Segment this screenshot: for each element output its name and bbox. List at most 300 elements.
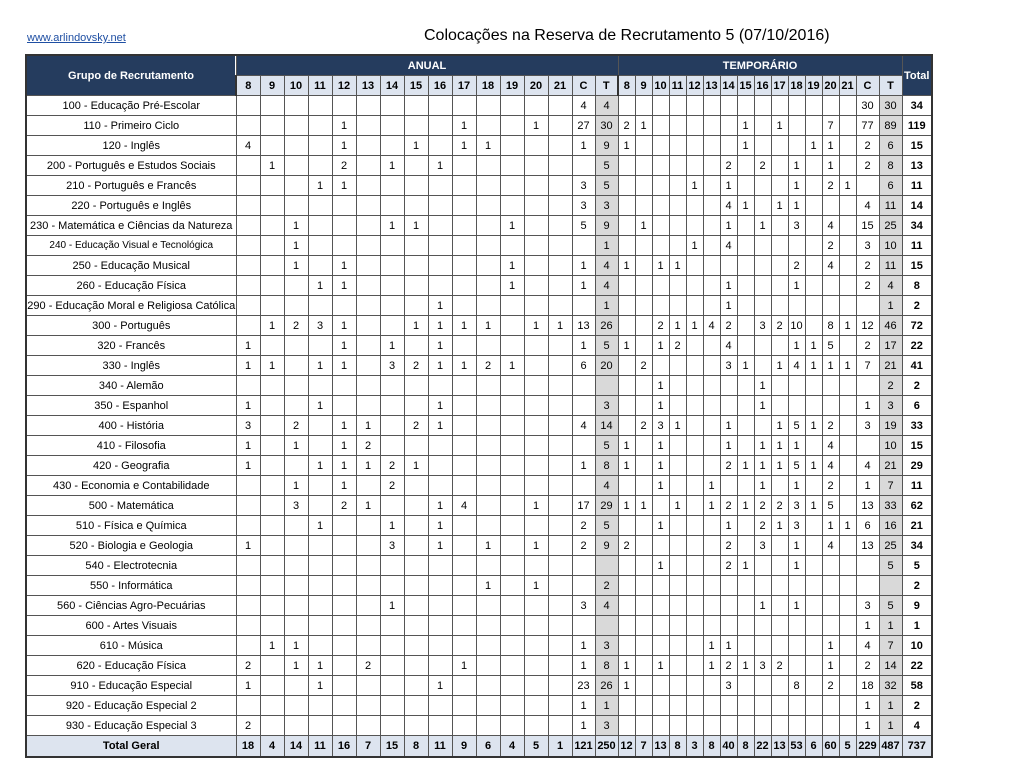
temporario-cell — [788, 616, 805, 636]
temporario-cell — [635, 276, 652, 296]
total-row — [26, 736, 932, 758]
anual-cell: 1 — [332, 336, 356, 356]
anual-cell — [260, 656, 284, 676]
temporario-cell — [686, 456, 703, 476]
temporario-cell — [805, 96, 822, 116]
anual-cell — [260, 396, 284, 416]
anual-cell — [332, 216, 356, 236]
anual-cell — [308, 536, 332, 556]
temporario-cell: 1 — [652, 336, 669, 356]
anual-cell: 1 — [524, 576, 548, 596]
temporario-cell: 1 — [618, 656, 635, 676]
anual-cell — [572, 576, 595, 596]
row-total: 2 — [902, 376, 932, 396]
temporario-cell — [839, 276, 856, 296]
temporario-cell: 1 — [618, 496, 635, 516]
temporario-cell: 3 — [856, 416, 879, 436]
anual-cell — [380, 376, 404, 396]
anual-cell — [284, 696, 308, 716]
group-label: 910 - Educação Especial — [26, 676, 236, 696]
group-label: 930 - Educação Especial 3 — [26, 716, 236, 736]
anual-cell — [308, 636, 332, 656]
anual-cell: 2 — [380, 476, 404, 496]
temporario-cell — [839, 656, 856, 676]
anual-cell — [500, 296, 524, 316]
temporario-cell — [635, 336, 652, 356]
anual-cell — [404, 176, 428, 196]
temporario-col-header: T — [879, 76, 902, 96]
anual-cell: 1 — [572, 636, 595, 656]
temporario-cell — [754, 696, 771, 716]
anual-cell — [380, 716, 404, 736]
anual-cell — [404, 516, 428, 536]
table-row — [26, 596, 932, 616]
temporario-cell: 1 — [618, 676, 635, 696]
anual-cell — [572, 556, 595, 576]
temporario-cell — [669, 436, 686, 456]
temporario-cell: 1 — [771, 196, 788, 216]
temporario-cell — [805, 636, 822, 656]
anual-total-cell: 250 — [595, 736, 618, 758]
temporario-cell: 14 — [879, 656, 902, 676]
temporario-cell — [720, 476, 737, 496]
anual-cell — [524, 396, 548, 416]
temporario-cell — [737, 236, 754, 256]
anual-cell — [404, 616, 428, 636]
anual-cell — [452, 436, 476, 456]
anual-cell: 2 — [356, 436, 380, 456]
anual-cell — [476, 176, 500, 196]
temporario-col-header: 9 — [635, 76, 652, 96]
anual-cell — [524, 296, 548, 316]
temporario-cell: 1 — [737, 456, 754, 476]
temporario-cell: 1 — [754, 476, 771, 496]
temporario-cell: 1 — [652, 376, 669, 396]
anual-cell: 3 — [595, 716, 618, 736]
anual-cell: 5 — [595, 176, 618, 196]
temporario-total-cell: 5 — [839, 736, 856, 758]
temporario-cell: 1 — [635, 216, 652, 236]
anual-cell — [452, 476, 476, 496]
anual-cell: 1 — [428, 676, 452, 696]
row-total: 34 — [902, 96, 932, 116]
temporario-cell — [720, 136, 737, 156]
temporario-cell — [856, 376, 879, 396]
row-total: 6 — [902, 396, 932, 416]
anual-cell — [236, 556, 260, 576]
temporario-cell — [618, 556, 635, 576]
anual-cell — [404, 96, 428, 116]
anual-total-cell: 14 — [284, 736, 308, 758]
temporario-cell — [737, 516, 754, 536]
group-label: 200 - Português e Estudos Sociais — [26, 156, 236, 176]
anual-cell — [595, 556, 618, 576]
anual-cell — [500, 536, 524, 556]
anual-cell — [548, 256, 572, 276]
anual-cell — [548, 576, 572, 596]
anual-cell — [308, 256, 332, 276]
temporario-cell — [754, 116, 771, 136]
group-label: 600 - Artes Visuais — [26, 616, 236, 636]
anual-cell: 1 — [308, 176, 332, 196]
anual-cell — [308, 696, 332, 716]
anual-cell: 4 — [595, 96, 618, 116]
temporario-cell — [754, 276, 771, 296]
anual-cell — [428, 376, 452, 396]
anual-cell: 1 — [572, 256, 595, 276]
temporario-cell: 19 — [879, 416, 902, 436]
anual-cell — [548, 696, 572, 716]
temporario-cell — [686, 156, 703, 176]
temporario-total-cell: 229 — [856, 736, 879, 758]
group-column-header: Grupo de Recrutamento — [26, 55, 236, 96]
temporario-cell — [839, 216, 856, 236]
table-row — [26, 96, 932, 116]
group-label: 260 - Educação Física — [26, 276, 236, 296]
anual-cell: 1 — [404, 456, 428, 476]
anual-cell — [404, 196, 428, 216]
temporario-cell — [686, 396, 703, 416]
temporario-cell: 2 — [822, 676, 839, 696]
temporario-cell: 1 — [839, 356, 856, 376]
temporario-cell — [856, 556, 879, 576]
anual-cell: 1 — [428, 316, 452, 336]
anual-col-header: 13 — [356, 76, 380, 96]
anual-cell: 17 — [572, 496, 595, 516]
anual-cell: 1 — [284, 436, 308, 456]
anual-cell — [332, 296, 356, 316]
temporario-cell — [788, 656, 805, 676]
anual-cell: 1 — [452, 316, 476, 336]
anual-cell — [500, 196, 524, 216]
temporario-cell — [669, 196, 686, 216]
anual-cell: 1 — [595, 696, 618, 716]
temporario-cell — [652, 636, 669, 656]
temporario-cell — [822, 296, 839, 316]
anual-cell: 1 — [332, 416, 356, 436]
temporario-cell — [686, 116, 703, 136]
table-row — [26, 136, 932, 156]
temporario-col-header: 13 — [703, 76, 720, 96]
temporario-cell: 1 — [618, 436, 635, 456]
temporario-cell — [788, 636, 805, 656]
temporario-cell: 3 — [856, 596, 879, 616]
group-label: 500 - Matemática — [26, 496, 236, 516]
anual-cell: 5 — [595, 336, 618, 356]
anual-header: ANUAL — [236, 55, 618, 76]
anual-cell — [356, 516, 380, 536]
anual-col-header: 8 — [236, 76, 260, 96]
temporario-cell — [618, 516, 635, 536]
anual-cell: 1 — [356, 416, 380, 436]
temporario-cell — [788, 716, 805, 736]
anual-cell — [308, 556, 332, 576]
anual-cell — [500, 236, 524, 256]
anual-cell: 1 — [284, 476, 308, 496]
temporario-cell — [618, 716, 635, 736]
temporario-cell: 1 — [839, 516, 856, 536]
temporario-cell — [686, 276, 703, 296]
anual-cell — [476, 496, 500, 516]
temporario-cell: 46 — [879, 316, 902, 336]
temporario-cell — [737, 696, 754, 716]
anual-cell — [308, 296, 332, 316]
anual-cell — [260, 596, 284, 616]
table-row — [26, 416, 932, 436]
temporario-cell: 2 — [856, 336, 879, 356]
anual-cell — [404, 376, 428, 396]
anual-cell: 3 — [308, 316, 332, 336]
anual-cell: 1 — [548, 316, 572, 336]
anual-cell — [428, 236, 452, 256]
anual-total-cell: 11 — [308, 736, 332, 758]
temporario-cell — [703, 156, 720, 176]
anual-cell — [284, 676, 308, 696]
temporario-cell — [635, 136, 652, 156]
anual-cell — [332, 696, 356, 716]
anual-col-header: 21 — [548, 76, 572, 96]
site-link[interactable]: www.arlindovsky.net — [27, 32, 126, 44]
anual-cell — [404, 396, 428, 416]
anual-cell: 1 — [476, 136, 500, 156]
temporario-cell: 4 — [720, 236, 737, 256]
anual-cell: 1 — [524, 316, 548, 336]
temporario-cell — [669, 236, 686, 256]
table-row — [26, 676, 932, 696]
anual-cell: 2 — [572, 536, 595, 556]
group-label: 230 - Matemática e Ciências da Natureza — [26, 216, 236, 236]
temporario-cell — [737, 616, 754, 636]
anual-cell: 23 — [572, 676, 595, 696]
temporario-cell — [788, 396, 805, 416]
temporario-cell: 6 — [879, 176, 902, 196]
temporario-cell: 2 — [669, 336, 686, 356]
temporario-cell: 1 — [720, 296, 737, 316]
temporario-cell — [686, 136, 703, 156]
anual-cell: 1 — [500, 256, 524, 276]
anual-cell — [452, 716, 476, 736]
anual-cell — [476, 116, 500, 136]
temporario-cell — [839, 596, 856, 616]
row-total: 21 — [902, 516, 932, 536]
row-total: 41 — [902, 356, 932, 376]
anual-cell — [260, 336, 284, 356]
anual-total-cell: 18 — [236, 736, 260, 758]
temporario-cell: 1 — [669, 256, 686, 276]
temporario-cell — [703, 256, 720, 276]
anual-cell: 1 — [428, 356, 452, 376]
anual-cell — [308, 216, 332, 236]
anual-cell — [236, 216, 260, 236]
temporario-cell — [686, 716, 703, 736]
anual-cell — [452, 296, 476, 316]
temporario-cell — [720, 256, 737, 276]
anual-cell — [524, 96, 548, 116]
anual-cell — [284, 196, 308, 216]
temporario-cell: 11 — [879, 196, 902, 216]
group-label: 300 - Português — [26, 316, 236, 336]
anual-cell — [548, 556, 572, 576]
anual-cell — [452, 236, 476, 256]
temporario-cell — [737, 396, 754, 416]
temporario-cell — [754, 636, 771, 656]
temporario-cell — [703, 716, 720, 736]
temporario-cell: 25 — [879, 536, 902, 556]
group-label: 560 - Ciências Agro-Pecuárias — [26, 596, 236, 616]
anual-cell: 1 — [572, 136, 595, 156]
temporario-cell: 1 — [879, 716, 902, 736]
temporario-total-cell: 8 — [737, 736, 754, 758]
anual-cell — [572, 616, 595, 636]
anual-cell — [308, 156, 332, 176]
anual-cell — [548, 336, 572, 356]
anual-cell: 1 — [572, 656, 595, 676]
anual-cell — [404, 336, 428, 356]
temporario-cell — [652, 196, 669, 216]
table-row — [26, 176, 932, 196]
anual-cell — [236, 256, 260, 276]
temporario-cell: 2 — [618, 536, 635, 556]
anual-cell — [260, 176, 284, 196]
anual-cell — [260, 136, 284, 156]
anual-cell — [260, 96, 284, 116]
anual-cell — [284, 396, 308, 416]
anual-cell — [452, 396, 476, 416]
group-label: 340 - Alemão — [26, 376, 236, 396]
temporario-cell: 10 — [879, 236, 902, 256]
temporario-cell: 1 — [856, 476, 879, 496]
anual-cell — [452, 576, 476, 596]
temporario-cell: 1 — [669, 416, 686, 436]
anual-cell — [260, 676, 284, 696]
anual-cell — [548, 416, 572, 436]
temporario-total-cell: 13 — [771, 736, 788, 758]
temporario-cell: 1 — [737, 496, 754, 516]
temporario-cell — [839, 336, 856, 356]
anual-cell — [548, 176, 572, 196]
anual-cell — [404, 256, 428, 276]
anual-cell — [236, 496, 260, 516]
temporario-cell — [618, 156, 635, 176]
temporario-cell: 2 — [720, 456, 737, 476]
row-total: 2 — [902, 696, 932, 716]
anual-cell: 20 — [595, 356, 618, 376]
anual-cell — [404, 436, 428, 456]
temporario-cell — [635, 636, 652, 656]
anual-cell — [428, 616, 452, 636]
temporario-cell — [771, 696, 788, 716]
temporario-cell — [771, 636, 788, 656]
anual-cell: 2 — [572, 516, 595, 536]
anual-cell: 1 — [476, 316, 500, 336]
temporario-cell — [805, 656, 822, 676]
temporario-cell — [737, 476, 754, 496]
temporario-cell: 2 — [720, 656, 737, 676]
temporario-cell: 4 — [856, 196, 879, 216]
temporario-cell — [703, 396, 720, 416]
anual-cell: 1 — [428, 516, 452, 536]
temporario-cell — [618, 616, 635, 636]
temporario-cell: 2 — [720, 316, 737, 336]
temporario-cell — [686, 196, 703, 216]
temporario-cell: 1 — [822, 136, 839, 156]
total-column-header: Total — [902, 55, 932, 96]
total-label: Total Geral — [26, 736, 236, 758]
anual-cell — [548, 516, 572, 536]
anual-cell: 1 — [332, 316, 356, 336]
temporario-cell: 3 — [788, 216, 805, 236]
temporario-cell — [652, 596, 669, 616]
table-row — [26, 196, 932, 216]
anual-cell: 1 — [332, 436, 356, 456]
anual-cell — [476, 376, 500, 396]
anual-cell — [380, 656, 404, 676]
temporario-cell — [720, 616, 737, 636]
anual-cell — [284, 716, 308, 736]
temporario-cell — [686, 476, 703, 496]
temporario-cell — [703, 236, 720, 256]
temporario-cell — [669, 516, 686, 536]
group-label: 250 - Educação Musical — [26, 256, 236, 276]
temporario-cell: 21 — [879, 356, 902, 376]
anual-cell — [524, 616, 548, 636]
table-row — [26, 476, 932, 496]
anual-cell — [332, 676, 356, 696]
row-total: 9 — [902, 596, 932, 616]
anual-cell: 1 — [284, 656, 308, 676]
temporario-cell: 25 — [879, 216, 902, 236]
anual-col-header: C — [572, 76, 595, 96]
temporario-cell — [839, 536, 856, 556]
anual-cell: 2 — [284, 416, 308, 436]
anual-cell: 1 — [595, 296, 618, 316]
anual-cell — [356, 596, 380, 616]
temporario-total-cell: 8 — [669, 736, 686, 758]
temporario-cell — [805, 716, 822, 736]
anual-cell — [332, 616, 356, 636]
temporario-cell: 3 — [720, 356, 737, 376]
temporario-cell: 7 — [822, 116, 839, 136]
anual-cell — [524, 336, 548, 356]
temporario-cell: 1 — [720, 276, 737, 296]
temporario-cell: 1 — [652, 456, 669, 476]
temporario-total-cell: 3 — [686, 736, 703, 758]
temporario-cell — [839, 296, 856, 316]
anual-cell — [476, 396, 500, 416]
temporario-cell: 11 — [879, 256, 902, 276]
temporario-cell — [686, 636, 703, 656]
temporario-total-cell: 6 — [805, 736, 822, 758]
anual-cell: 1 — [284, 256, 308, 276]
anual-col-header: 20 — [524, 76, 548, 96]
anual-cell: 13 — [572, 316, 595, 336]
temporario-cell: 1 — [720, 516, 737, 536]
anual-cell — [500, 696, 524, 716]
anual-cell — [500, 576, 524, 596]
temporario-cell: 13 — [856, 496, 879, 516]
anual-total-cell: 8 — [404, 736, 428, 758]
anual-cell: 4 — [595, 476, 618, 496]
anual-cell — [260, 456, 284, 476]
anual-cell — [236, 636, 260, 656]
temporario-cell — [839, 496, 856, 516]
anual-cell — [476, 596, 500, 616]
anual-cell: 3 — [236, 416, 260, 436]
anual-cell: 2 — [332, 496, 356, 516]
temporario-cell: 77 — [856, 116, 879, 136]
temporario-cell: 1 — [839, 316, 856, 336]
temporario-cell: 2 — [720, 536, 737, 556]
